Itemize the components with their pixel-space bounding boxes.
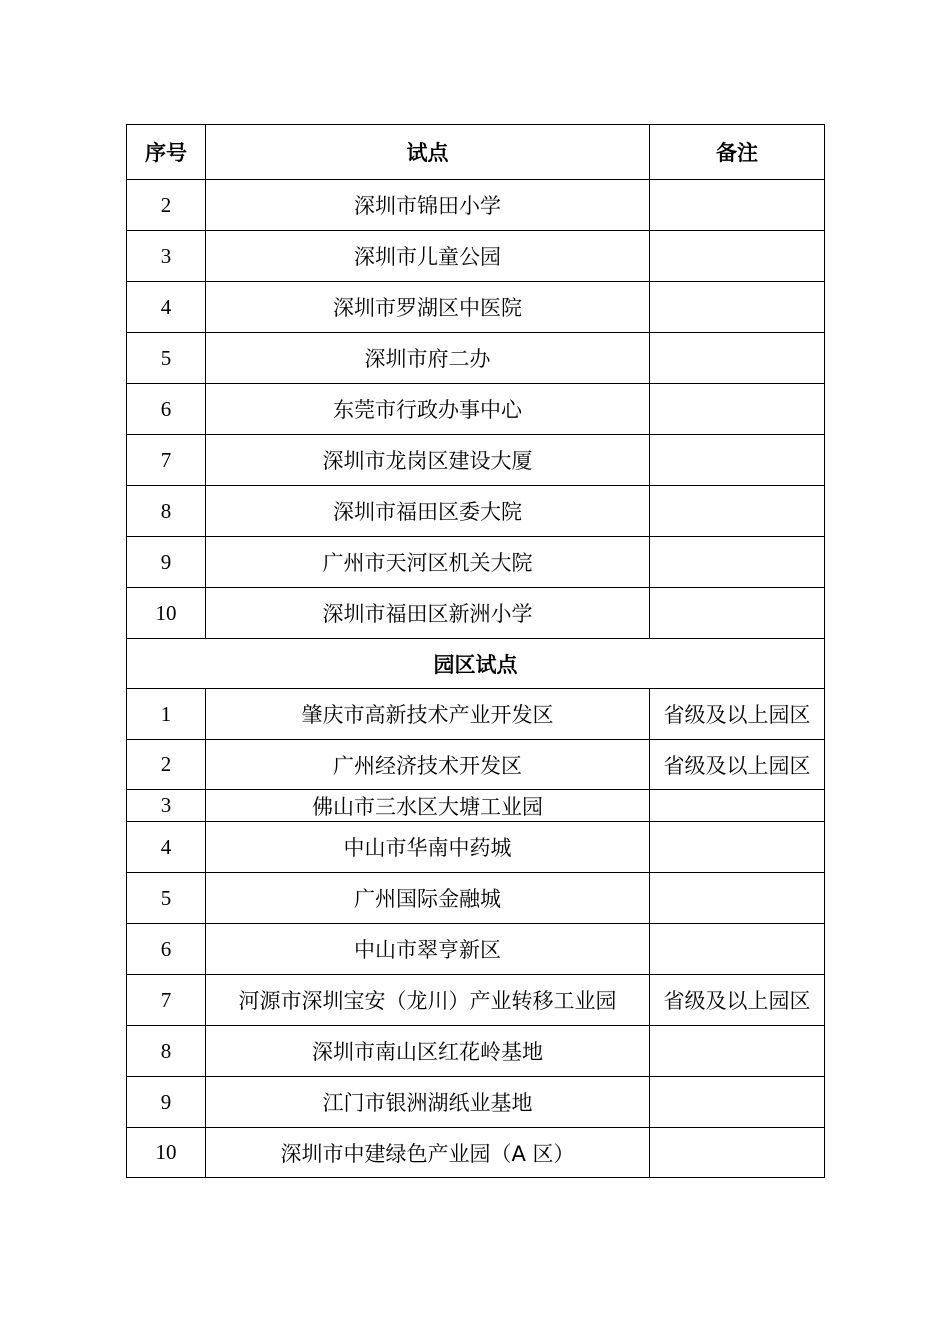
table-row <box>127 180 825 231</box>
table-row <box>127 975 825 1026</box>
row-site: 深圳市府二办 <box>206 333 650 384</box>
row-note <box>650 822 825 873</box>
table-row <box>127 924 825 975</box>
section-header-row <box>127 639 825 689</box>
row-site: 深圳市锦田小学 <box>206 180 650 231</box>
row-note <box>650 537 825 588</box>
row-site: 深圳市中建绿色产业园（A 区） <box>206 1128 650 1178</box>
group1-body <box>127 180 825 689</box>
table-row <box>127 822 825 873</box>
table-row <box>127 537 825 588</box>
row-note <box>650 1128 825 1178</box>
row-note <box>650 333 825 384</box>
row-seq: 9 <box>127 1077 206 1128</box>
row-note <box>650 282 825 333</box>
row-site: 深圳市福田区新洲小学 <box>206 588 650 639</box>
table-row <box>127 333 825 384</box>
row-site: 中山市华南中药城 <box>206 822 650 873</box>
row-seq: 10 <box>127 588 206 639</box>
row-site: 肇庆市高新技术产业开发区 <box>206 689 650 740</box>
row-note <box>650 588 825 639</box>
row-seq: 8 <box>127 1026 206 1077</box>
row-note <box>650 231 825 282</box>
table-row <box>127 689 825 740</box>
table-row <box>127 435 825 486</box>
row-site: 深圳市龙岗区建设大厦 <box>206 435 650 486</box>
table-row <box>127 231 825 282</box>
row-site: 佛山市三水区大塘工业园 <box>206 790 650 822</box>
pilot-table <box>126 124 825 1178</box>
row-seq: 6 <box>127 384 206 435</box>
row-site: 深圳市罗湖区中医院 <box>206 282 650 333</box>
row-site: 深圳市儿童公园 <box>206 231 650 282</box>
table-row <box>127 486 825 537</box>
row-seq: 8 <box>127 486 206 537</box>
row-seq: 3 <box>127 231 206 282</box>
row-note: 省级及以上园区 <box>650 740 825 790</box>
group2-body <box>127 689 825 1178</box>
table-row <box>127 1128 825 1178</box>
row-site: 广州经济技术开发区 <box>206 740 650 790</box>
row-site: 河源市深圳宝安（龙川）产业转移工业园 <box>206 975 650 1026</box>
row-site: 广州国际金融城 <box>206 873 650 924</box>
header-site: 试点 <box>206 125 650 180</box>
row-note <box>650 1026 825 1077</box>
table-row <box>127 790 825 822</box>
row-seq: 2 <box>127 740 206 790</box>
row-note <box>650 1077 825 1128</box>
row-seq: 4 <box>127 282 206 333</box>
row-seq: 6 <box>127 924 206 975</box>
row-note: 省级及以上园区 <box>650 689 825 740</box>
row-site: 东莞市行政办事中心 <box>206 384 650 435</box>
row-note <box>650 180 825 231</box>
row-note <box>650 790 825 822</box>
table-row <box>127 384 825 435</box>
row-seq: 10 <box>127 1128 206 1178</box>
table-row <box>127 282 825 333</box>
row-seq: 3 <box>127 790 206 822</box>
table-row <box>127 588 825 639</box>
row-seq: 5 <box>127 873 206 924</box>
table-row <box>127 1077 825 1128</box>
row-site: 中山市翠亨新区 <box>206 924 650 975</box>
row-note <box>650 384 825 435</box>
row-site: 江门市银洲湖纸业基地 <box>206 1077 650 1128</box>
row-seq: 7 <box>127 435 206 486</box>
row-seq: 7 <box>127 975 206 1026</box>
row-note: 省级及以上园区 <box>650 975 825 1026</box>
row-site: 深圳市福田区委大院 <box>206 486 650 537</box>
table-row <box>127 1026 825 1077</box>
row-note <box>650 435 825 486</box>
row-seq: 5 <box>127 333 206 384</box>
table-row <box>127 873 825 924</box>
table-header-row <box>127 125 825 180</box>
table-row <box>127 740 825 790</box>
row-site: 深圳市南山区红花岭基地 <box>206 1026 650 1077</box>
row-note <box>650 924 825 975</box>
row-seq: 1 <box>127 689 206 740</box>
row-note <box>650 486 825 537</box>
row-seq: 9 <box>127 537 206 588</box>
header-note: 备注 <box>650 125 825 180</box>
row-seq: 2 <box>127 180 206 231</box>
section-title: 园区试点 <box>127 639 825 689</box>
header-seq: 序号 <box>127 125 206 180</box>
row-note <box>650 873 825 924</box>
row-seq: 4 <box>127 822 206 873</box>
row-site: 广州市天河区机关大院 <box>206 537 650 588</box>
